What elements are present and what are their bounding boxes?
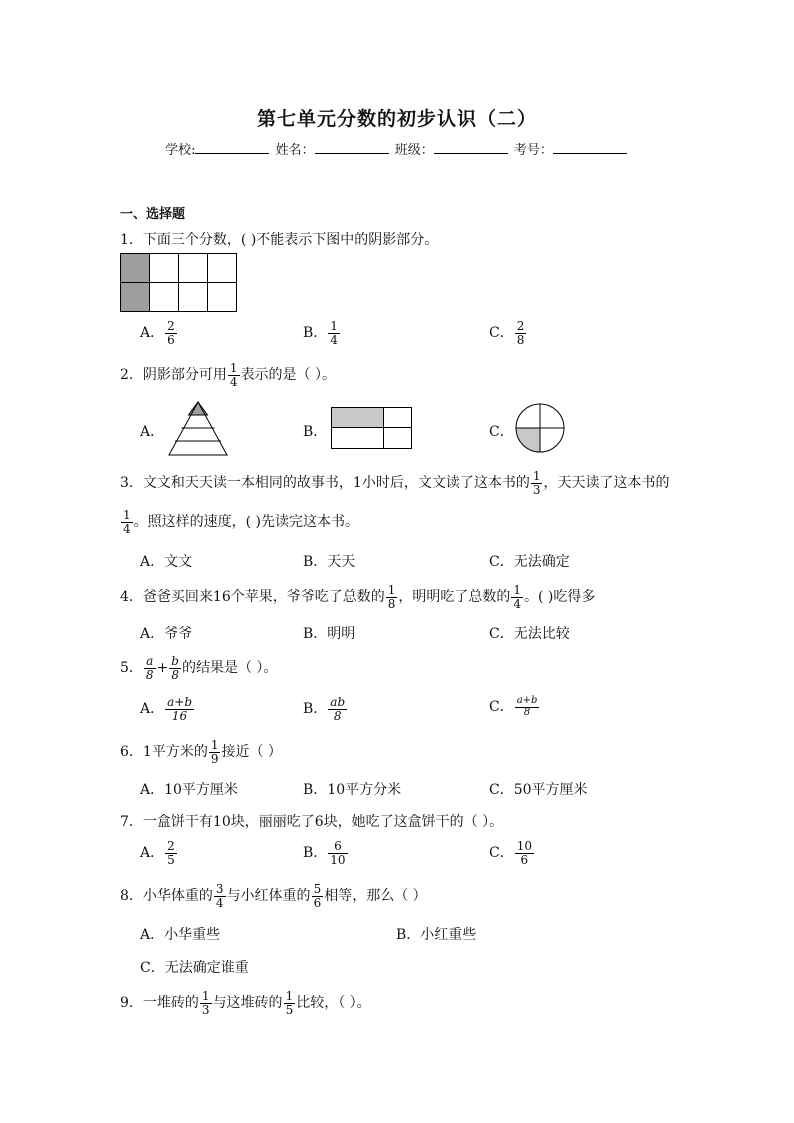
question-4-stem: 4．爸爸买回来16个苹果，爷爷吃了总数的 $\frac{1}{8}$ ，明明吃了总数的 $\frac{1}{4}$ 。( )吃得多 xyxy=(120,583,596,611)
fraction: $\frac{5}{6}$ xyxy=(313,882,322,910)
fraction: $\frac{3}{4}$ xyxy=(215,882,224,910)
q1-option-b[interactable] xyxy=(303,320,341,346)
page-title: 第七单元分数的初步认识（二） xyxy=(256,108,537,130)
q6-option-a[interactable]: A．10平方厘米 xyxy=(140,782,238,798)
fraction: $\frac{1}{4}$ xyxy=(123,508,131,536)
q2-option-a[interactable]: A． xyxy=(140,424,165,440)
q8-option-c[interactable]: C．无法确定谁重 xyxy=(140,960,249,976)
question-2-stem: 2．阴影部分可用 $\frac{1}{4}$ 表示的是（ ）。 xyxy=(120,361,337,389)
q7-option-a[interactable] xyxy=(140,840,178,866)
fraction: $\frac{6}{10}$ xyxy=(330,839,346,867)
grid-cell xyxy=(150,254,179,283)
question-1-grid-figure xyxy=(120,253,237,312)
q6-option-c[interactable]: C．50平方厘米 xyxy=(489,782,588,798)
name-blank[interactable] xyxy=(315,141,389,154)
name-label: 姓名： xyxy=(275,143,315,158)
fraction: $\frac{a}{8}$ xyxy=(145,654,154,682)
q2-option-c[interactable]: C． xyxy=(489,424,514,440)
q1-option-c[interactable] xyxy=(489,320,527,346)
question-7-stem: 7．一盒饼干有10块，丽丽吃了6块，她吃了这盒饼干的（ ）。 xyxy=(120,814,504,830)
grid-cell xyxy=(208,254,237,283)
grid-cell xyxy=(179,283,208,312)
q3-option-a[interactable]: A．文文 xyxy=(140,554,193,570)
q4-option-a[interactable]: A．爷爷 xyxy=(140,626,193,642)
rectangle-figure xyxy=(331,407,412,449)
school-label: 学校: xyxy=(165,143,196,158)
section-heading: 一、选择题 xyxy=(120,207,186,222)
fraction: $\frac{ab}{8}$ xyxy=(330,695,346,723)
question-3-stem-continued: $\frac{1}{4}$ 。照这样的速度，( )先读完这本书。 xyxy=(123,508,360,536)
q3-option-c[interactable]: C．无法确定 xyxy=(489,554,570,570)
q1-option-a[interactable] xyxy=(140,320,178,346)
grid-cell xyxy=(179,254,208,283)
option-label: A． xyxy=(140,325,165,342)
option-label: C． xyxy=(489,699,514,715)
fraction: $\frac{a+b}{8}$ xyxy=(516,695,538,718)
q2-option-b[interactable]: B． xyxy=(303,424,328,440)
fraction: $\frac{1}{3}$ xyxy=(532,469,541,497)
q8-option-a[interactable]: A．小华重些 xyxy=(140,927,221,943)
option-label: C． xyxy=(489,325,514,342)
exam-number-blank[interactable] xyxy=(553,141,627,154)
fraction: $\frac{2}{6}$ xyxy=(167,319,175,347)
fraction: $\frac{2}{8}$ xyxy=(516,319,525,347)
question-5-stem: 5． $\frac{a}{8}$ + $\frac{b}{8}$ 的结果是（ ）。 xyxy=(120,654,278,682)
q8-option-b[interactable]: B．小红重些 xyxy=(396,927,477,943)
fraction: $\frac{10}{6}$ xyxy=(516,839,532,867)
grid-cell xyxy=(208,283,237,312)
class-label: 班级： xyxy=(394,143,434,158)
fraction: $\frac{1}{5}$ xyxy=(285,989,294,1017)
q4-option-b[interactable]: B．明明 xyxy=(303,626,356,642)
question-1-stem: 1．下面三个分数，( )不能表示下图中的阴影部分。 xyxy=(120,232,439,248)
fraction: $\frac{1}{3}$ xyxy=(201,989,210,1017)
option-label: C． xyxy=(489,845,514,862)
fraction: $\frac{1}{4}$ xyxy=(513,583,522,611)
option-label: A． xyxy=(140,701,165,718)
fraction: $\frac{1}{4}$ xyxy=(229,361,238,389)
fraction: $\frac{2}{5}$ xyxy=(167,839,175,867)
option-label: B． xyxy=(303,845,328,862)
grid-cell-shaded xyxy=(121,283,150,312)
student-info-line xyxy=(0,139,794,158)
question-8-stem: 8．小华体重的 $\frac{3}{4}$ 与小红体重的 $\frac{5}{6}$ 相等，那么（ ） xyxy=(120,882,427,910)
q3-option-b[interactable]: B．天天 xyxy=(303,554,356,570)
fraction: $\frac{1}{4}$ xyxy=(330,319,338,347)
class-blank[interactable] xyxy=(434,141,508,154)
option-label: A． xyxy=(140,845,165,862)
school-blank[interactable] xyxy=(195,141,269,154)
triangle-figure xyxy=(168,401,228,456)
fraction: $\frac{1}{8}$ xyxy=(387,583,396,611)
question-9-stem: 9．一堆砖的 $\frac{1}{3}$ 与这堆砖的 $\frac{1}{5}$ 比较，（ ）。 xyxy=(120,989,371,1017)
q7-option-c[interactable] xyxy=(489,840,535,866)
option-label: B． xyxy=(303,701,328,718)
fraction: $\frac{b}{8}$ xyxy=(171,654,179,682)
option-label: B． xyxy=(303,325,328,342)
grid-cell xyxy=(150,283,179,312)
q5-option-b[interactable] xyxy=(303,696,348,722)
grid-cell-shaded xyxy=(121,254,150,283)
circle-figure xyxy=(514,402,566,454)
q4-option-c[interactable]: C．无法比较 xyxy=(489,626,570,642)
exam-number-label: 考号： xyxy=(513,143,553,158)
question-6-stem: 6．1平方米的 $\frac{1}{9}$ 接近（ ） xyxy=(120,738,282,766)
q5-option-a[interactable] xyxy=(140,696,195,722)
fraction: $\frac{1}{9}$ xyxy=(210,738,219,766)
q6-option-b[interactable]: B．10平方分米 xyxy=(303,782,402,798)
fraction: $\frac{a+b}{16}$ xyxy=(167,695,193,723)
q5-option-c[interactable] xyxy=(489,696,540,718)
q7-option-b[interactable] xyxy=(303,840,349,866)
question-3-stem: 3．文文和天天读一本相同的故事书，1小时后，文文读了这本书的 $\frac{1}{3}$ ，天天读了这本书的 xyxy=(120,469,670,497)
